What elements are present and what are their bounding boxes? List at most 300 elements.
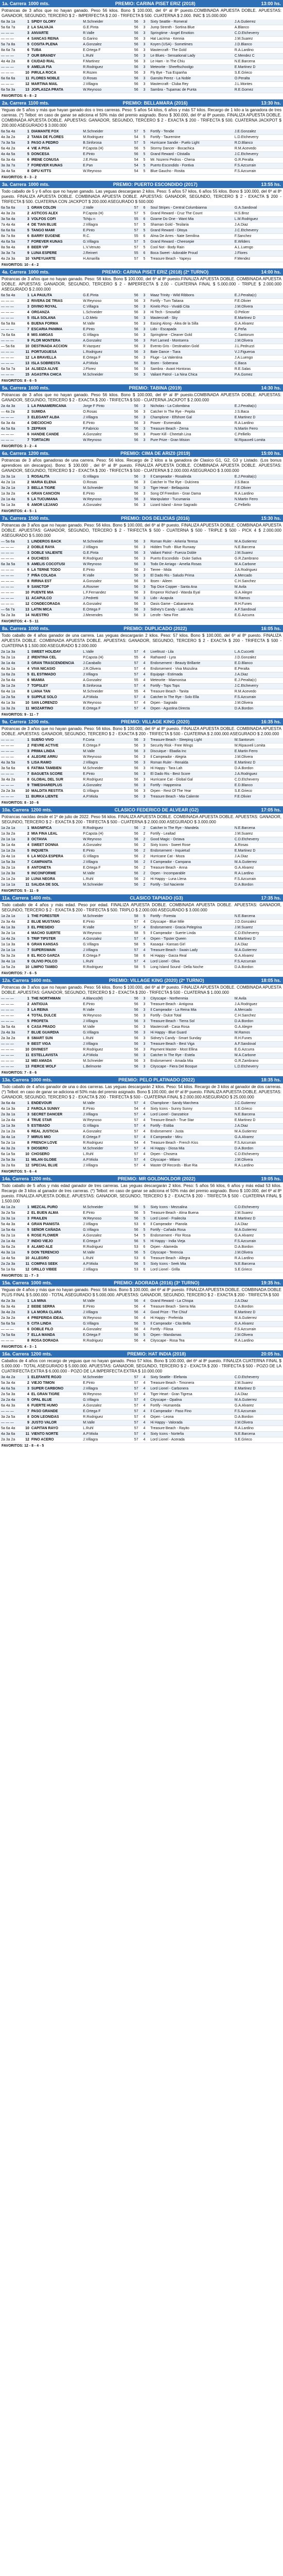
weight: 57 [127, 706, 139, 712]
jockey-name: G.Villagra [82, 333, 127, 338]
recent-form: 4a 5a 6a [0, 427, 23, 432]
pedigree: Sixty Icons - Sunny Sunny [149, 1107, 234, 1112]
jockey-name: E.Pinto [82, 421, 127, 427]
pedigree: Boca Sweet - Adorable Proud [149, 251, 234, 257]
entry-row [0, 777, 283, 783]
recent-form: 4a 1a 2a [0, 1205, 23, 1211]
trainer-name: F.E.Olivier [234, 299, 283, 304]
race-conditions: Todo caballo de 4 años ganador de una o dos carreras. Las yeguas descargarán 2 kilos. Peso: 54 kilos. Recargo de 3 kilos al ganador de dos carreras. (*) Telbot: en caso de ganar se adiciona el 50% más del premio asignado. Bono $ 100.000, del 6º al 8º puesto. FINALIZA APUESTA DOBLE. APUESTAS: GANADOR, SEGUNDO, TERCERO $ 2 - EXACTA $ 200 - TRIFECTA $ 500 - CUATERNA FINAL $ 2.000.000 ASEGURADO $ 25.000.000 [2, 1084, 281, 1099]
entry-row [0, 372, 283, 378]
age: 2 [139, 860, 150, 866]
saddle-number: 9 [23, 585, 30, 590]
age: 4 [139, 1316, 150, 1321]
entries-table [0, 826, 283, 888]
horse-name: INDIO VIEJO [30, 1239, 82, 1245]
weight: 57 [127, 925, 139, 931]
recent-form: 6a 5a 4a [0, 293, 23, 299]
recent-form: — — — [0, 71, 23, 76]
entry-row [0, 1233, 283, 1239]
entries-table [0, 539, 283, 619]
jockey-name: M.Schneider [82, 1146, 127, 1152]
pedigree: Catcher In The Rye - Estela [149, 1053, 234, 1059]
pedigree: Treasure Beach - French Kiss [149, 1141, 234, 1146]
age: 4 [139, 920, 150, 925]
age: 3 [139, 480, 150, 486]
weight: 56 [127, 760, 139, 766]
pedigree: Springtime - Angel Emotion [149, 31, 234, 37]
pedigree: Il Campeador - Miru [149, 1135, 234, 1141]
horse-name: LA PAULITA [30, 293, 82, 299]
pedigree: Tiger Heart - Bellaquista [149, 486, 234, 492]
trainer-name: J.M.Olivera [234, 304, 283, 310]
age: 4 [139, 1415, 150, 1420]
recent-form: 7a 4a 4a [0, 223, 23, 228]
trainer-name: D.A.Bordon [234, 1019, 283, 1025]
recent-form: 4a 6a 5a [0, 1386, 23, 1392]
weight: 56 [127, 88, 139, 93]
recent-form: 1a 1a 3a [0, 942, 23, 948]
entry-row [0, 1064, 283, 1070]
saddle-number: 6 [23, 1129, 30, 1135]
entry-row [0, 996, 283, 1002]
entry-row [0, 333, 283, 338]
horse-name: ALLEGRO [30, 1256, 82, 1262]
trainer-name: J.M.Suarez [234, 925, 283, 931]
weight: 56 [127, 866, 139, 871]
jockey-name: J.Villagra [82, 223, 127, 228]
race-time: 15:30 hs. [261, 515, 281, 521]
entry-row [0, 1013, 283, 1019]
age: 3 [139, 568, 150, 573]
entry-row [0, 590, 283, 596]
jockey-name: W.Reynoso [82, 1216, 127, 1222]
trainer-name: J.M.Suarez [234, 551, 283, 556]
weight: 57 [127, 667, 139, 672]
race-distance: 1000 mts. [31, 1280, 52, 1285]
horse-name: DESTINADA ACCIÓN [30, 344, 82, 350]
jockey-name: R.Rodriguez [82, 826, 127, 832]
recent-form: 6a 3a 5a [0, 562, 23, 568]
entry-row [0, 877, 283, 883]
entry-row [0, 206, 283, 211]
weight: 58 [127, 914, 139, 920]
trainer-name: E.Martinez D [234, 760, 283, 766]
recent-form: 4a 1a 3a [0, 701, 23, 706]
weight: 56 [127, 415, 139, 421]
entry-row [0, 849, 283, 854]
age: 3 [139, 738, 150, 743]
race-number: 2a. Carrera [2, 100, 27, 106]
horse-name: MAGNIFICA [30, 826, 82, 832]
entry-row [0, 1398, 283, 1403]
pedigree: Le Ham - In The Chiu [149, 59, 234, 65]
entry-row [0, 1222, 283, 1228]
favorites-line: FAVORITOS: 8 - 10 - 6 [2, 801, 39, 805]
trainer-name: J.Flores [234, 251, 283, 257]
saddle-number: 6 [23, 1233, 30, 1239]
entry-row [0, 1316, 283, 1321]
saddle-number: 6 [23, 854, 30, 860]
recent-form: 4a 3a 5a [0, 760, 23, 766]
recent-form: 5a 6a 4a [0, 1426, 23, 1432]
entry-row [0, 54, 283, 59]
weight: 56 [127, 996, 139, 1002]
race-block [0, 625, 283, 718]
recent-form: 1a 4a 5a [0, 1256, 23, 1262]
horse-name: LISA RAMO [30, 760, 82, 766]
weight: 56 [127, 738, 139, 743]
race-conditions: Potrancas de 3 años que no hayan ganado. Peso: 56 kilos. Bono $ 100.000, del 6º al 8º puesto. FINALIZA APUESTA DOBLE. COMBINADA APUESTA DOBLE. APUESTAS: GANADOR, SEGUNDO, TERCERO $ 2 - EXACTA $ 200 - TRIFECTA $ 500 - CUATERNA $ 1.000.000 [2, 985, 281, 995]
pedigree: Catcher In The Rye - Pepita [149, 410, 234, 415]
saddle-number: 6 [23, 158, 30, 163]
saddle-number: 4 [23, 146, 30, 152]
race-block [0, 1350, 283, 1449]
entries-table [0, 1101, 283, 1169]
trainer-name: E.D.Blanco [234, 783, 283, 789]
age: 4 [139, 948, 150, 954]
trainer-name: J.A.Rodriguez [234, 772, 283, 777]
trainer-name: C.Pelliello [234, 503, 283, 509]
horse-name: DIAMANTE FOX [30, 129, 82, 135]
saddle-number: 1 [23, 1375, 30, 1381]
entry-row [0, 551, 283, 556]
horse-name: MILAN GLOBE [30, 1158, 82, 1163]
entries-table [0, 650, 283, 712]
horse-name: SPIDY GLORY [30, 20, 82, 25]
pedigree: Treasure Beach - True Star [149, 1118, 234, 1124]
trainer-name: R.M.Acevedo [234, 146, 283, 152]
trainer-name: D.A.Bordon [234, 965, 283, 971]
weight: 56 [127, 372, 139, 378]
weight: 57 [127, 228, 139, 234]
horse-name: SUPPLE SOLO [30, 695, 82, 701]
pedigree: Endorsement - Viva Mozulina [149, 667, 234, 672]
recent-form: — — — [0, 299, 23, 304]
trainer-name: N.E.Barcena [234, 826, 283, 832]
pedigree: Treasure Beach - Best Viga [149, 1042, 234, 1047]
horse-name: GRAN PIANISTA [30, 1222, 82, 1228]
saddle-number: 7 [23, 772, 30, 777]
weight: 56 [127, 585, 139, 590]
trainer-name: A.Mercado [234, 1008, 283, 1013]
pedigree: Pure Prize - Gran Mision [149, 438, 234, 444]
weight: 56 [127, 37, 139, 42]
race-name: CLASICO TAPIADO (G3) [130, 895, 183, 901]
trainer-name: R.E.Gomez [234, 88, 283, 93]
jockey-name: G.Villagra [82, 1228, 127, 1233]
trainer-name: F.S.Azcurrain [234, 1141, 283, 1146]
recent-form: 4a 2a 3a [0, 257, 23, 262]
saddle-number: 2 [23, 1304, 30, 1310]
recent-form: — — — [0, 1338, 23, 1344]
saddle-number: 7 [23, 438, 30, 444]
race-distance: 1200 mts. [28, 450, 50, 456]
jockey-name: P.Capsta (H) [82, 832, 127, 837]
saddle-number: 2 [23, 211, 30, 217]
jockey-name: R.Rozen [82, 71, 127, 76]
horse-name: MIS AMIGAS [30, 333, 82, 338]
jockey-name: A.Gonzalez [82, 1327, 127, 1333]
recent-form: 4a 3a 2a [0, 211, 23, 217]
horse-name: DOBLE VALIENTE [30, 551, 82, 556]
age: 4 [139, 1124, 150, 1129]
saddle-number: 6 [23, 234, 30, 240]
saddle-number: 7 [23, 327, 30, 333]
trainer-name: N.Martin Ferro [234, 427, 283, 432]
pedigree: Cool Not - Body Rain [149, 245, 234, 251]
recent-form: 6a 3a 1a [0, 20, 23, 25]
saddle-number: 8 [23, 245, 30, 251]
recent-form: 1a 3a 2a [0, 832, 23, 837]
race-time: 18:35 hs. [261, 1077, 281, 1082]
age: 3 [139, 743, 150, 749]
saddle-number: 3 [23, 486, 30, 492]
race-name: PREMIO: MR GOLDNOLDOR (2022) [117, 1176, 196, 1181]
saddle-number: 9 [23, 1420, 30, 1426]
trainer-name: A.Blanco [234, 25, 283, 31]
recent-form: 3a 1a 4a [0, 661, 23, 667]
recent-form: — — — [0, 573, 23, 579]
pedigree: Il Campeador - Cita Bella [149, 1321, 234, 1327]
weight: 57 [127, 695, 139, 701]
jockey-name: J.Villagra [82, 1042, 127, 1047]
age: 5 [139, 1233, 150, 1239]
pedigree: Treasure Beach - Yapeyu [149, 257, 234, 262]
horse-name: PORTUGUESA [30, 350, 82, 355]
weight: 56 [127, 1299, 139, 1304]
trainer-name: R.A.Lardino [234, 871, 283, 877]
horse-name: IRENE CONUSA [30, 158, 82, 163]
weight: 56 [127, 1047, 139, 1053]
horse-name: EL RICO GARZA [30, 954, 82, 959]
pedigree: Fortify - Lealtad [149, 832, 234, 837]
entry-row [0, 1392, 283, 1398]
entry-row [0, 438, 283, 444]
recent-form: 4a 1a 3a [0, 1107, 23, 1112]
weight: 57 [127, 1420, 139, 1426]
trainer-name: C.Mendez C [234, 54, 283, 59]
age: 4 [139, 655, 150, 661]
saddle-number: 11 [23, 76, 30, 82]
entry-row [0, 1107, 283, 1112]
horse-name: OCTAVIA [30, 837, 82, 843]
jockey-name: E.Pinto [82, 568, 127, 573]
jockey-name: A.Gonzalez [82, 1403, 127, 1409]
trainer-name: J.A.Diaz [234, 1222, 283, 1228]
recent-form: 6a 3a 4a [0, 1304, 23, 1310]
age: 4 [139, 1158, 150, 1163]
trainer-name: E.Martinez D [234, 937, 283, 942]
age: 4 [139, 1375, 150, 1381]
entry-row [0, 965, 283, 971]
age: 3 [139, 783, 150, 789]
jockey-name: G.E.Pinta [82, 551, 127, 556]
recent-form: 3a 5a 6a [0, 766, 23, 772]
trainer-name: J.A.Diaz [234, 672, 283, 678]
age: 3 [139, 76, 150, 82]
trainer-name: E.Peralta [234, 667, 283, 672]
entry-row [0, 607, 283, 613]
saddle-number: 5 [23, 760, 30, 766]
saddle-number: 9 [23, 783, 30, 789]
horse-name: LINDEROS BACK [30, 539, 82, 545]
jockey-name: A.Gonzalez [82, 579, 127, 585]
weight: 56 [127, 486, 139, 492]
horse-name: COMPAS SEEK [30, 1262, 82, 1267]
weight: 56 [127, 427, 139, 432]
age: 5 [139, 141, 150, 146]
jockey-name: O.Rosas [82, 76, 127, 82]
age: 4 [139, 959, 150, 965]
race-name: PREMIO: BELLAMARA (2016) [122, 100, 188, 106]
horse-name: MARTINA MAIL [30, 82, 82, 88]
age: 3 [139, 794, 150, 800]
weight: 57 [127, 1392, 139, 1398]
race-distance: 1200 mts. [31, 1176, 52, 1181]
entry-row [0, 743, 283, 749]
weight: 56 [127, 545, 139, 551]
recent-form: 1a 5a 4a [0, 1228, 23, 1233]
horse-name: MARIA ELENA [30, 480, 82, 486]
saddle-number: 2 [23, 480, 30, 486]
age: 5 [139, 931, 150, 937]
age: 3 [139, 31, 150, 37]
jockey-name: J.Villagra [82, 1310, 127, 1316]
horse-name: LA PANAMERICANA [30, 404, 82, 410]
weight: 56 [127, 573, 139, 579]
pedigree: Treasure Beach - Anna [149, 866, 234, 871]
race-time: 19:35 hs. [261, 1280, 281, 1285]
pedigree: Good Magic - Octava [149, 837, 234, 843]
horse-name: NUESTRO [30, 613, 82, 619]
age: 3 [139, 42, 150, 48]
pedigree: Sixty Icons - Sweet Rose [149, 843, 234, 849]
pedigree: Equipaje - Estimada [149, 672, 234, 678]
recent-form: — — — [0, 1019, 23, 1025]
trainer-name: M.Avila [234, 996, 283, 1002]
age: 3 [139, 88, 150, 93]
entries-table [0, 293, 283, 378]
age: 3 [139, 1036, 150, 1042]
race-number: 11a. Carrera [2, 895, 29, 901]
saddle-number: 1 [23, 539, 30, 545]
recent-form: 7a 5a 6a [0, 1333, 23, 1338]
jockey-name: M.Schneider [82, 372, 127, 378]
age: 3 [139, 497, 150, 503]
jockey-name: W.Reynoso [82, 497, 127, 503]
entry-row [0, 129, 283, 135]
jockey-name: J.Villagra [82, 1222, 127, 1228]
pedigree: Orpen - Agustina Directa [149, 706, 234, 712]
weight: 56 [127, 304, 139, 310]
jockey-name: R.Valle [82, 31, 127, 37]
jockey-name: A.P.Miola [82, 361, 127, 367]
saddle-number: 1 [23, 738, 30, 743]
race-name: PREMIO: VILLAGE KING (2020) (2º TURNO) [109, 977, 204, 983]
saddle-number: 15 [23, 372, 30, 378]
entry-row [0, 211, 283, 217]
age: 5 [139, 158, 150, 163]
race-block [0, 806, 283, 894]
weight: 56 [127, 42, 139, 48]
age: 2 [139, 871, 150, 877]
weight: 56 [127, 344, 139, 350]
horse-name: LA TUCUMANA [30, 497, 82, 503]
entry-row [0, 1129, 283, 1135]
entry-row [0, 613, 283, 619]
saddle-number: 2 [23, 299, 30, 304]
horse-name: PASO A PEDRO [30, 141, 82, 146]
race-distance: 1200 mts. [31, 1351, 52, 1357]
pedigree: Treasure Beach - Mia Caliente [149, 794, 234, 800]
entry-row [0, 1304, 283, 1310]
jockey-name: R.Rodriguez [82, 1047, 127, 1053]
entry-row [0, 1267, 283, 1273]
horse-name: BEER VIP [30, 245, 82, 251]
weight: 56 [127, 48, 139, 54]
weight: 58 [127, 942, 139, 948]
entry-row [0, 316, 283, 321]
recent-form: 5a 2a 3a [0, 613, 23, 619]
recent-form: 6a 3a 4a [0, 158, 23, 163]
pedigree: Jump Strenth - Sortina Blue [149, 25, 234, 31]
horse-name: ISLA SOLANA [30, 316, 82, 321]
trainer-name: F.S.Azcurrain [234, 163, 283, 169]
pedigree: Top Dice Copper - Santa Ana [149, 585, 234, 590]
horse-name: FRENCH LOVE [30, 1141, 82, 1146]
entry-row [0, 672, 283, 678]
age: 3 [139, 755, 150, 760]
weight: 56 [127, 327, 139, 333]
weight: 56 [127, 367, 139, 372]
horse-name: CONDECORADA [30, 602, 82, 607]
entry-row [0, 1432, 283, 1437]
trainer-name: F.S.Azcurrain [234, 1409, 283, 1415]
horse-name: DOBLE FILO [30, 1327, 82, 1333]
weight: 54 [127, 1233, 139, 1239]
saddle-number: 12 [23, 355, 30, 361]
weight: 56 [127, 316, 139, 321]
race-header [0, 384, 283, 392]
trainer-name: L.D.Etcheverry [234, 135, 283, 141]
entry-row [0, 1262, 283, 1267]
saddle-number: 2 [23, 920, 30, 925]
horse-name: GRAN TRASCENDENCIA [30, 661, 82, 667]
saddle-number: 8 [23, 689, 30, 695]
age: 2 [139, 854, 150, 860]
age: 4 [139, 1420, 150, 1426]
jockey-name: E.Ortega F [82, 706, 127, 712]
age: 5 [139, 163, 150, 169]
horse-name: CAPITAN RAYO [30, 1426, 82, 1432]
recent-form: — — — [0, 372, 23, 378]
age: 5 [139, 228, 150, 234]
age: 5 [139, 129, 150, 135]
saddle-number: 8 [23, 954, 30, 959]
jockey-name: L.V.Venuto [82, 245, 127, 251]
entry-row [0, 1158, 283, 1163]
age: 3 [139, 321, 150, 327]
entry-row [0, 141, 283, 146]
entry-row [0, 545, 283, 551]
age: 3 [139, 562, 150, 568]
horse-name: SUEÑO VIVO [30, 738, 82, 743]
horse-name: LA MOZA ESPERA [30, 854, 82, 860]
recent-form: 2a 5a 3a [0, 1392, 23, 1398]
trainer-name: J.C.Etcheverry [234, 152, 283, 158]
pedigree: Hi Happy - Diosa Mia [149, 1146, 234, 1152]
weight: 56 [127, 1211, 139, 1216]
